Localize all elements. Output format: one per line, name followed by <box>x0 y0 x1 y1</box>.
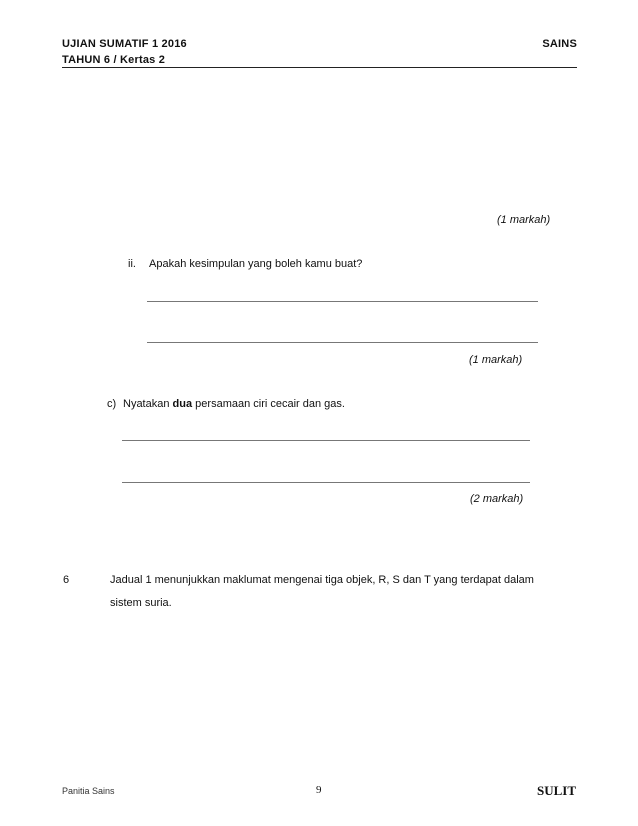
header-rule <box>62 67 577 68</box>
mark-c: (2 markah) <box>470 493 524 505</box>
question-ii-label: ii. <box>128 258 136 270</box>
answer-line-ii-2 <box>147 342 538 343</box>
mark-b-ii: (1 markah) <box>469 354 523 366</box>
footer-classification: SULIT <box>536 783 576 798</box>
answer-line-c-1 <box>122 440 530 441</box>
answer-line-ii-1 <box>147 301 538 302</box>
question-c-text <box>123 398 345 410</box>
question-6-line2: sistem suria. <box>110 597 172 609</box>
header-subject: SAINS <box>542 38 577 50</box>
question-c-label: c) <box>107 398 117 410</box>
answer-line-c-2 <box>122 482 530 483</box>
question-6-number: 6 <box>63 574 70 586</box>
question-c-post: persamaan ciri cecair dan gas. <box>195 398 345 410</box>
question-c-pre: Nyatakan <box>123 398 170 410</box>
question-6-line1: Jadual 1 menunjukkan maklumat mengenai tiga objek, R, S dan T yang terdapat dalam <box>110 574 534 586</box>
question-ii-text: Apakah kesimpulan yang boleh kamu buat? <box>149 258 363 270</box>
footer-panel-name: Panitia Sains <box>62 786 115 796</box>
header-class-paper: TAHUN 6 / Kertas 2 <box>62 54 166 66</box>
mark-b-i: (1 markah) <box>497 214 551 226</box>
header-exam-title: UJIAN SUMATIF 1 2016 <box>62 38 187 50</box>
question-c-emphasis: dua <box>172 398 193 410</box>
page-number: 9 <box>316 784 322 796</box>
